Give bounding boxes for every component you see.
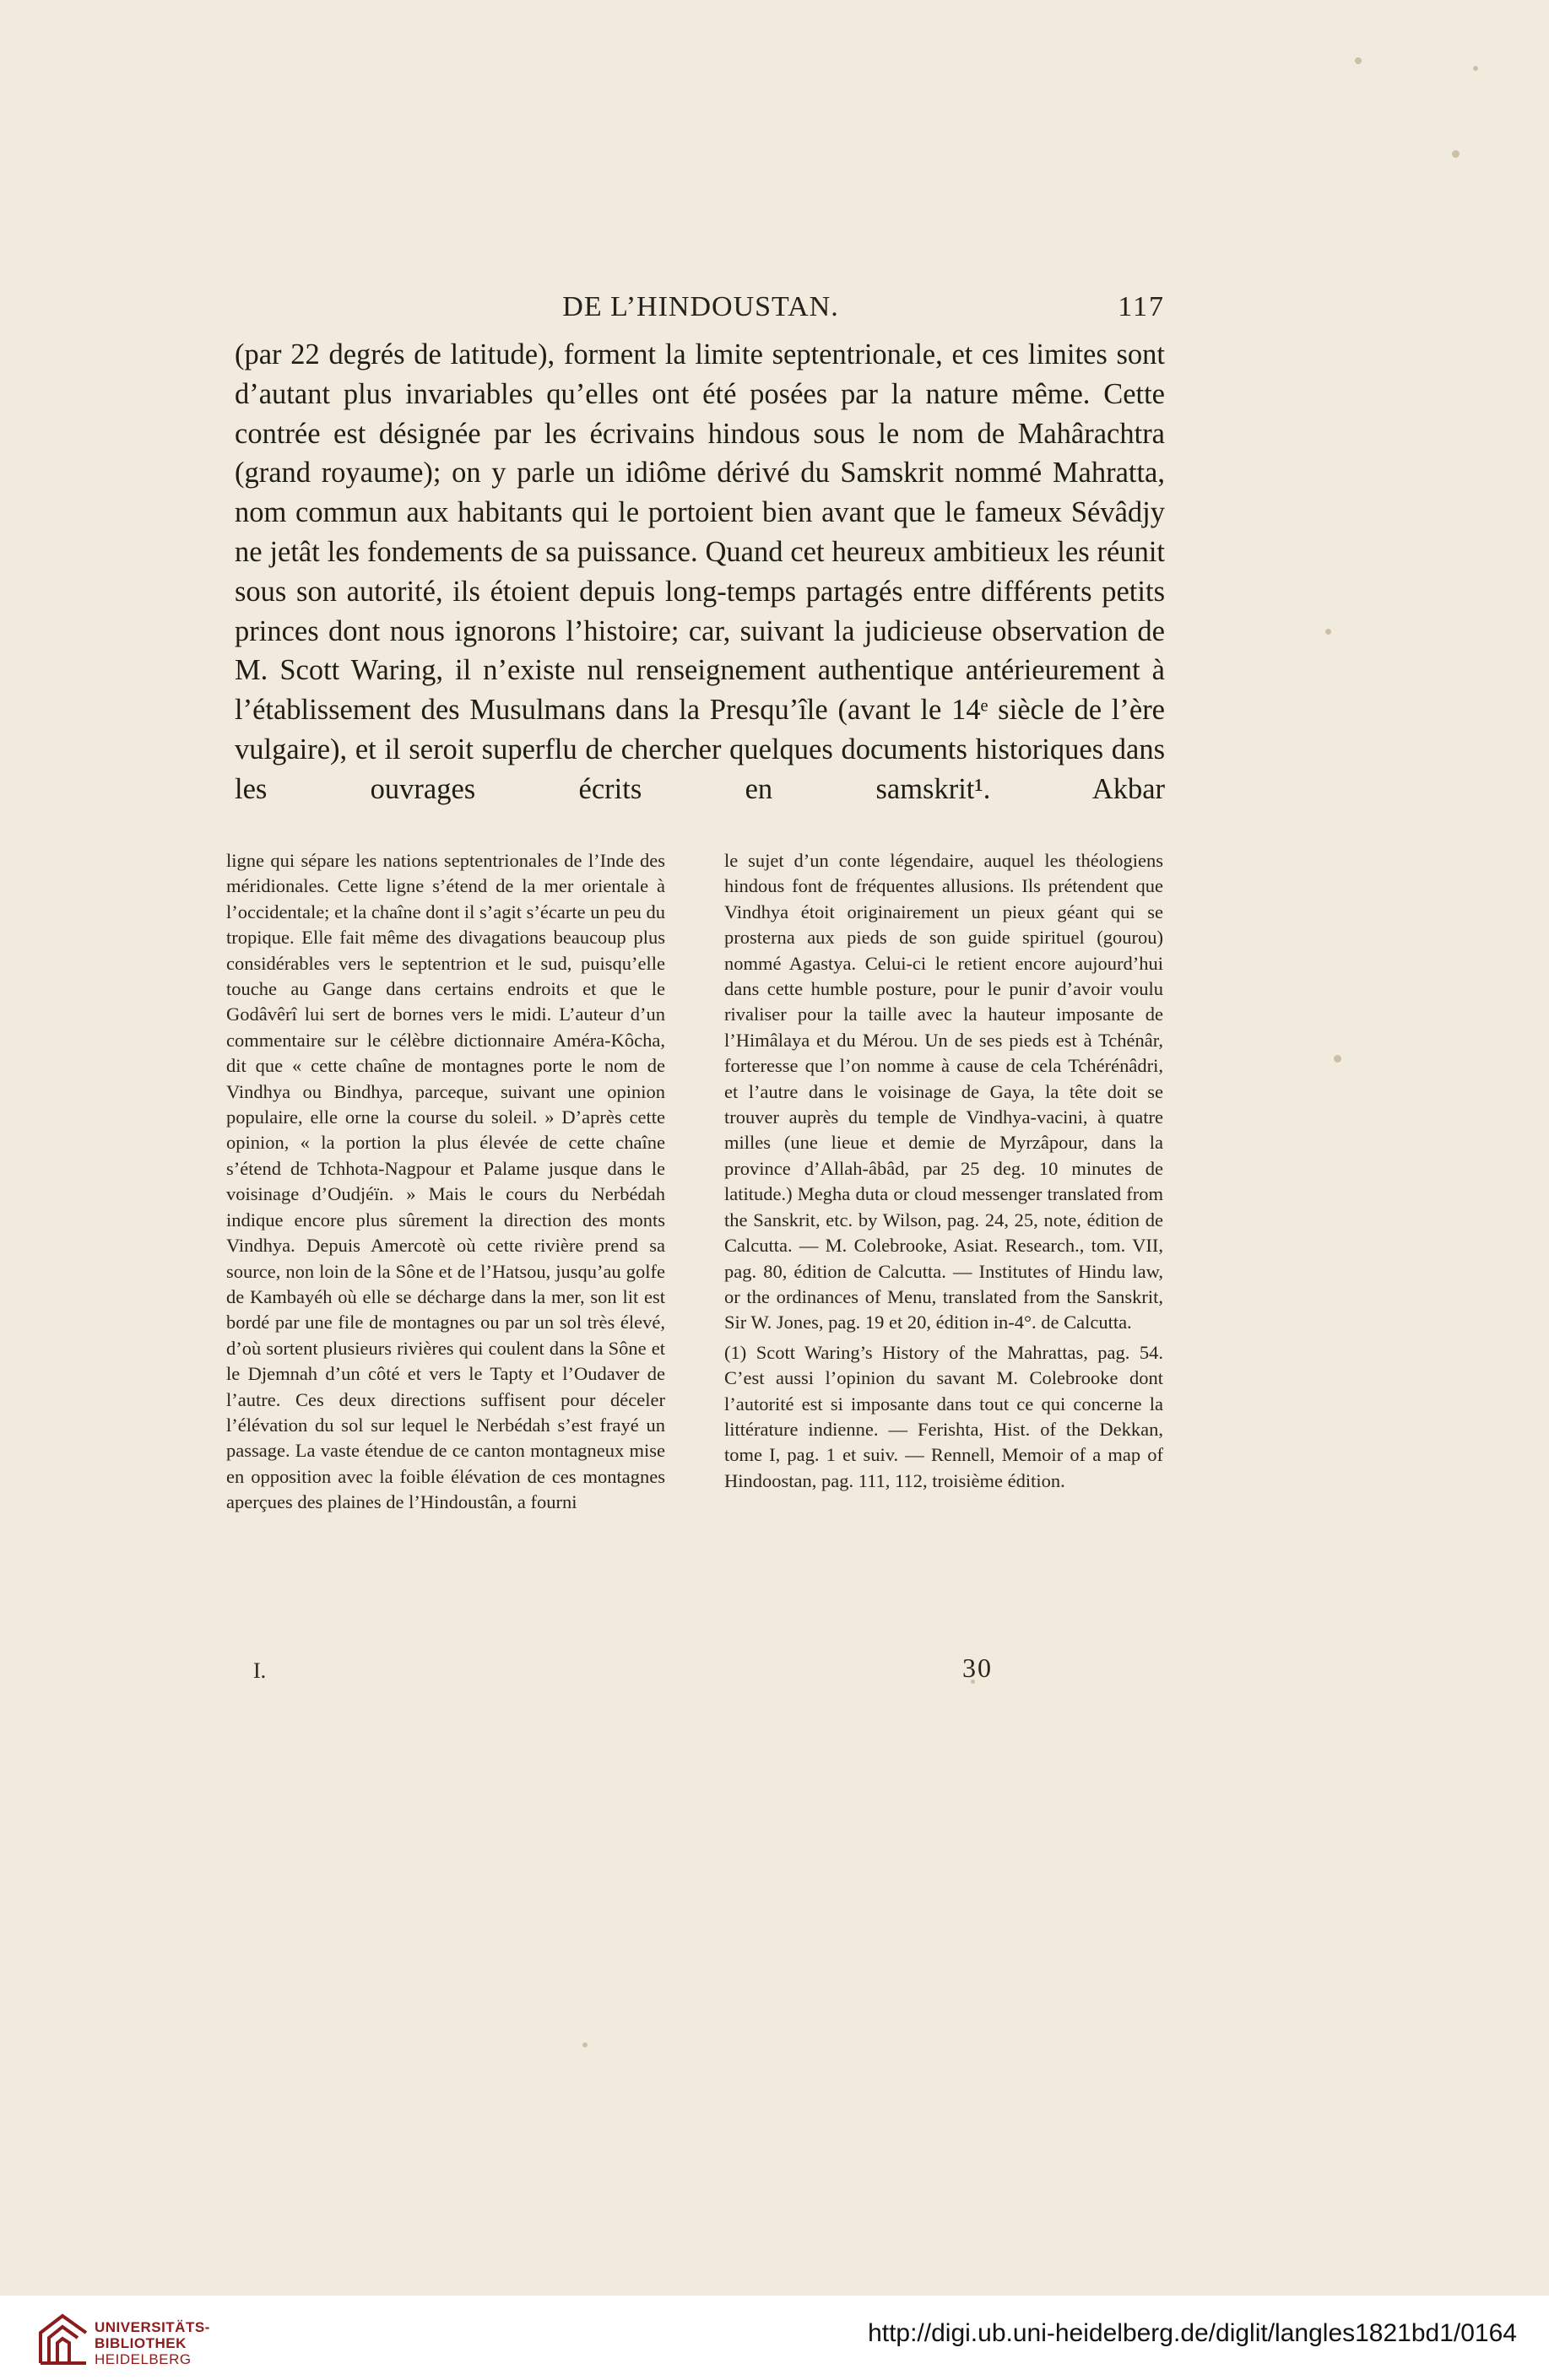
footer-bar	[0, 2296, 1549, 2380]
library-name-line2: BIBLIOTHEK	[95, 2335, 187, 2351]
paper-speck	[1325, 629, 1331, 635]
paper-speck	[1355, 57, 1362, 64]
library-name-line1: UNIVERSITÄTS-	[95, 2319, 210, 2335]
paper-speck	[1452, 150, 1460, 158]
source-url-link[interactable]: http://digi.ub.uni-heidelberg.de/diglit/langles1821bd1/0164	[868, 2319, 1517, 2347]
main-text: (par 22 degrés de latitude), forment la limite septentrionale, et ces limites sont d’autant plus invariables qu’elles ont été posées par la nature même. Cette contrée est désignée par les écrivains hindous sous le nom de Mahârachtra (grand royaume); on y parle un idiôme dérivé du Samskrit nommé Mahratta, nom commun aux habitants qui le portoient bien avant que le fameux Sévâdjy ne jetât les fondements de sa puissance. Quand cet heureux ambitieux les réunit sous son autorité, ils étoient depuis long-temps partagés entre différents petits princes dont nous ignorons l’histoire; car, suivant la judicieuse observation de M. Scott Waring, il n’existe nul renseignement authentique antérieurement à l’établissement des Musulmans dans la Presqu’île (avant le 14ᵉ siècle de l’ère vulgaire), et il seroit superflu de chercher quelques documents historiques dans les ouvrages écrits en samskrit¹. Akbar	[235, 338, 1165, 805]
page-number: 117	[1118, 291, 1165, 322]
signature-mark-left: I.	[253, 1658, 267, 1683]
footnotes	[226, 848, 1163, 1516]
footnote-left-text: ligne qui sépare les nations septentrionales de l’Inde des méridionales. Cette ligne s’étend de la mer orientale à l’occidentale; et la chaîne dont il s’agit s’écarte un peu du tropique. Elle fait même des divagations beaucoup plus considérables vers le septentrion et le sud, puisqu’elle touche au Gange dans certains endroits et que le Godâvêrî lui sert de bornes vers le midi. L’auteur d’un commentaire sur le célèbre dictionnaire Améra-Kôcha, dit que « cette chaîne de montagnes porte le nom de Vindhya ou Bindhya, parceque, suivant une opinion populaire, elle orne la course du soleil. » D’après cette opinion, « la portion la plus élevée de cette chaîne s’étend de Tchhota-Nagpour et Palame jusque dans le voisinage d’Oudjéïn. » Mais le cours du Nerbédah indique encore plus sûrement la direction des monts Vindhya. Depuis Amercotè où cette rivière prend sa source, non loin de la Sône et de l’Hatsou, jusqu’au golfe de Kambayéh où elle se décharge dans la mer, son lit est bordé par une file de montagnes ou par un sol très élevé, d’où sortent plusieurs rivières qui coulent dans la Sône et le Djemnah d’un côté et vers le Tapty et l’Oudaver de l’autre. Ces deux directions suffisent pour déceler l’élévation du sol sur lequel le Nerbédah s’est frayé un passage. La vaste étendue de ce canton montagneux mise en opposition avec la foible élévation de ces montagnes aperçues des plaines de l’Hindoustân, a fourni	[226, 850, 665, 1513]
library-name-line3: HEIDELBERG	[95, 2351, 192, 2367]
footnote-right-continued: le sujet d’un conte légendaire, auquel les théologiens hindous font de fréquentes allusions. Ils prétendent que Vindhya étoit originairement un pieux géant qui se prosterna aux pieds de son guide spirituel (gourou) nommé Agastya. Celui-ci le retient encore aujourd’hui dans cette humble posture, pour le punir d’avoir voulu rivaliser pour la taille avec la hauteur imposante de l’Himâlaya et du Mérou. Un de ses pieds est à Tchénâr, forteresse que l’on nomme à cause de cela Tchérénâdri, et l’autre dans le voisinage de Gaya, la tête doit se trouver auprès du temple de Vindhya-vacini, à quatre milles (une lieue et demie de Myrzâpour, dans la province d’Allah-âbâd, par 25 deg. 10 minutes de latitude.) Megha duta or cloud messenger translated from the Sanskrit, etc. by Wilson, pag. 24, 25, note, édition de Calcutta. — M. Colebrooke, Asiat. Research., tom. VII, pag. 80, édition de Calcutta. — Institutes of Hindu law, or the ordinances of Menu, translated from the Sanskrit, Sir W. Jones, pag. 19 et 20, édition in-4°. de Calcutta.	[724, 850, 1163, 1333]
running-title: DE L’HINDOUSTAN.	[562, 291, 839, 322]
library-name	[95, 2319, 210, 2367]
paper-speck	[1334, 1055, 1341, 1063]
footnote-1: (1) Scott Waring’s History of the Mahrattas, pag. 54. C’est aussi l’opinion du savant M. Colebrooke dont l’autorité est si imposante dans tout ce qui concerne la littérature indienne. — Ferishta, Hist. of the Dekkan, tome I, pag. 1 et suiv. — Rennell, Memoir of a map of Hindoostan, pag. 111, 112, troisième édition.	[724, 1341, 1163, 1491]
footnote-column-left	[226, 848, 665, 1516]
library-logo-icon	[37, 2312, 89, 2368]
paper-speck	[1473, 66, 1478, 71]
running-header	[236, 291, 1165, 327]
footnote-column-right	[724, 848, 1163, 1516]
signature-mark-right: 30	[962, 1652, 993, 1683]
paper-speck	[582, 2042, 588, 2047]
